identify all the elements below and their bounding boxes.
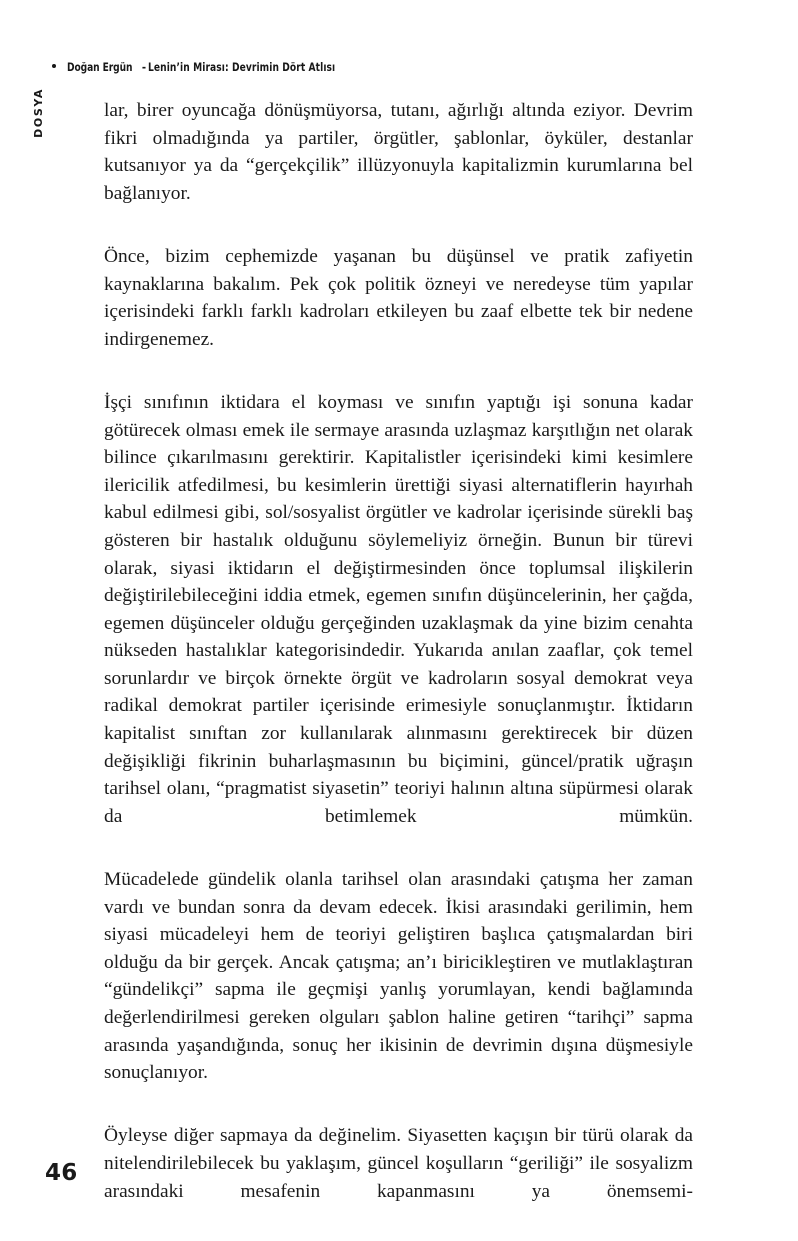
body-paragraph: Mücadelede gündelik olanla tarihsel olan arasındaki çatışma her zaman vardı ve bundan sonra da devam edecek. İkisi arasındaki gerilimin, hem siyasi mücadeleyi hem de teoriyi geliştiren başlıca çatışmalardan biri olduğu da bir gerçek. Ancak çatışma; an’ı biricikleştiren ve mutlaklaştıran “gündelikçi” sapma ile geçmişi yanlış yorumlayan, kendi bağlamında değerlendirilmesi gereken olguları şablon haline getiren “tarihçi” sapma arasında yaşandığında, sonuç her ikisinin de devrimin dışına düşmesiyle sonuçlanıyor.: [104, 869, 693, 1084]
section-tab: [0, 88, 76, 168]
body-paragraph: İşçi sınıfının iktidara el koyması ve sınıfın yaptığı işi sonuna kadar götürecek olması emek ile sermaye arasında uzlaşmaz karşıtlığın net olarak bilince çıkarılmasını gerektirir. Kapitalistler içerisindeki kimi kesimlere ilericilik atfedilmesi, bu kesimlerin ürettiği siyasi alternatiflerin hayırhah kabul edilmesi gibi, sol/sosyalist örgütler ve kadrolar içerisinde sürekli baş gösteren bir hastalık olduğunu söylemeliyiz örneğin. Bunun bir türevi olarak, siyasi iktidarın el değiştirmesinden önce toplumsal ilişkilerin değiştirilebileceğini iddia etmek, egemen sınıfın düşüncelerinin, her çağda, egemen düşünceler olduğu gerçeğinden uzaklaşmak da yine bizim cenahta nükseden hastalıklar kategorisindedir. Yukarıda anılan zaaflar, çok temel sorunlardır ve birçok örnekte örgüt ve kadroların sosyal demokrat veya radikal demokrat partiler içerisinde erimesiyle sonuçlanmıştır. İktidarın kapitalist sınıftan zor kullanılarak alınmasını gerektirecek bir düzen değişikliği fikrinin buharlaşmasının bu biçimini, güncel/pratik uğraşın tarihsel olanı, “pragmatist siyasetin” teoriyi halının altına süpürmesi olarak da betimlemek mümkün.: [104, 391, 693, 827]
running-head-author: Doğan Ergün: [67, 60, 133, 74]
running-head-separator: -: [142, 60, 147, 74]
body-paragraph: lar, birer oyuncağa dönüşmüyorsa, tutanı, ağırlığı altında eziyor. Devrim fikri olmadığında ya partiler, örgütler, şablonlar, öyküler, destanlar kutsanıyor ya da “gerçekçilik” illüzyonuyla kapitalizmin kurumlarına bel bağlanıyor.: [104, 100, 693, 204]
running-head-title: Lenin’in Mirası: Devrimin Dört Atlısı: [147, 60, 336, 74]
page-number: 46: [45, 1160, 78, 1186]
body-text-column: [104, 97, 693, 1233]
body-paragraph: Önce, bizim cephemizde yaşanan bu düşünsel ve pratik zafiyetin kaynaklarına bakalım. Pek çok politik özneyi ve neredeyse tüm yapılar içerisindeki farklı farklı kadroları etkileyen bu zaaf elbette tek bir nedene indirgenemez.: [104, 245, 693, 350]
section-tab-label: DOSYA: [31, 88, 45, 138]
running-head: [52, 60, 361, 74]
body-paragraph: Öyleyse diğer sapmaya da değinelim. Siyasetten kaçışın bir türü olarak da nitelendirilebilecek bu yaklaşım, güncel koşulların “geriliği” ile sosyalizm arasındaki mesafenin kapanmasını ya önemsemi-: [104, 1125, 693, 1202]
bullet-icon: [52, 64, 56, 68]
